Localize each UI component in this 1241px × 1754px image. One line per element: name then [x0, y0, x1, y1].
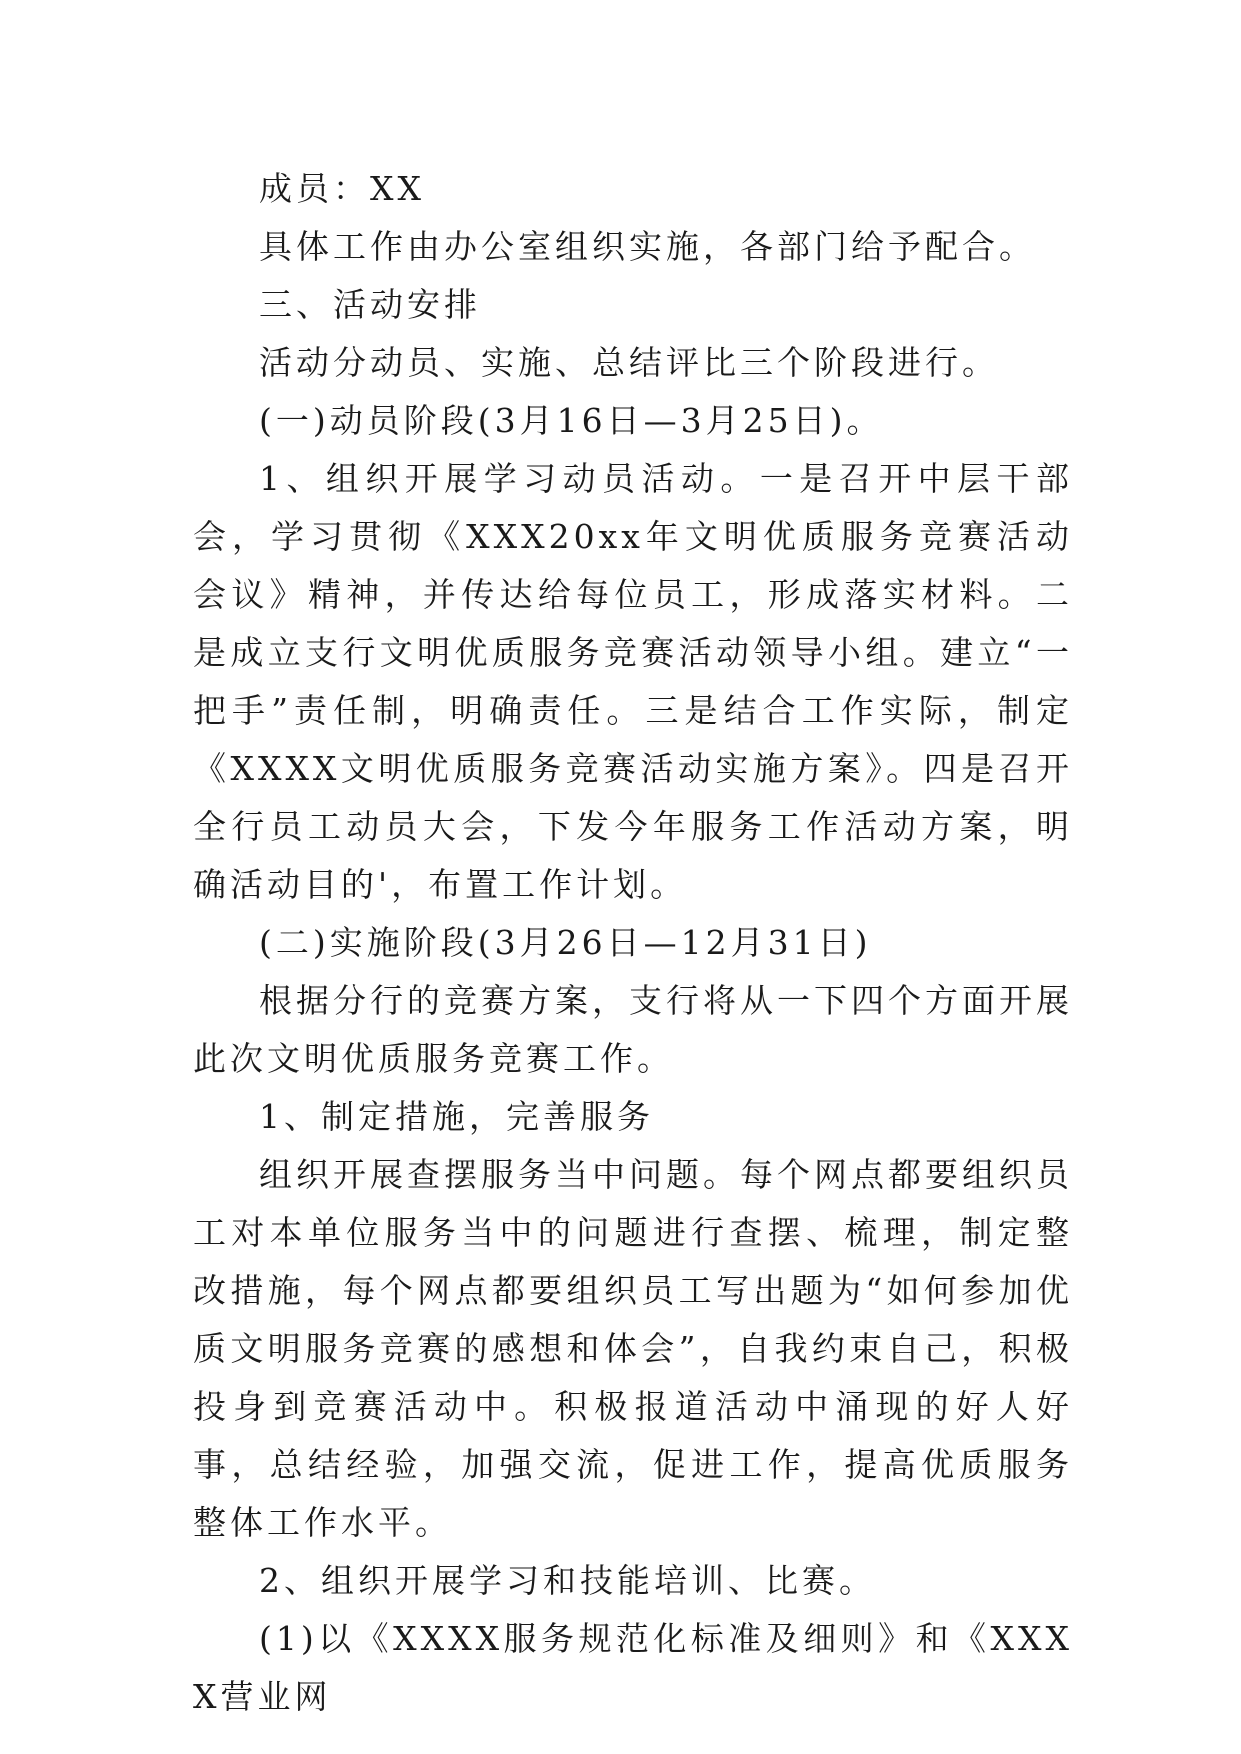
subheading-measures: 1、制定措施，完善服务 [259, 1097, 654, 1136]
paragraph-four-aspects: 根据分行的竞赛方案，支行将从一下四个方面开展此次文明优质服务竞赛工作。 [193, 981, 1073, 1078]
section-heading-activity-arrangement: 三、活动安排 [259, 285, 481, 324]
document-body [193, 160, 1073, 1726]
subheading-mobilization-stage: (一)动员阶段(3月16日—3月25日)。 [259, 401, 884, 440]
paragraph-members: 成员：XX [259, 169, 425, 208]
paragraph-mobilization-activities: 1、组织开展学习动员活动。一是召开中层干部会，学习贯彻《XXX20xx年文明优质服务竞赛活动会议》精神，并传达给每位员工，形成落实材料。二是成立支行文明优质服务竞赛活动领导小组。建立“一把手”责任制，明确责任。三是结合工作实际，制定《XXXX文明优质服务竞赛活动实施方案》。四是召开全行员工动员大会，下发今年服务工作活动方案，明确活动目的'，布置工作计划。 [193, 459, 1073, 904]
paragraph-service-review: 组织开展查摆服务当中问题。每个网点都要组织员工对本单位服务当中的问题进行查摆、梳理，制定整改措施，每个网点都要组织员工写出题为“如何参加优质文明服务竞赛的感想和体会”，自我约束自己，积极投身到竞赛活动中。积极报道活动中涌现的好人好事，总结经验，加强交流，促进工作，提高优质服务整体工作水平。 [193, 1155, 1073, 1542]
subheading-implementation-stage: (二)实施阶段(3月26日—12月31日) [259, 923, 872, 962]
subheading-training: 2、组织开展学习和技能培训、比赛。 [259, 1561, 876, 1600]
paragraph-three-stages: 活动分动员、实施、总结评比三个阶段进行。 [259, 343, 999, 382]
paragraph-standards: (1)以《XXXX服务规范化标准及细则》和《XXXX营业网 [193, 1619, 1073, 1716]
paragraph-implementation-note: 具体工作由办公室组织实施，各部门给予配合。 [259, 227, 1036, 266]
